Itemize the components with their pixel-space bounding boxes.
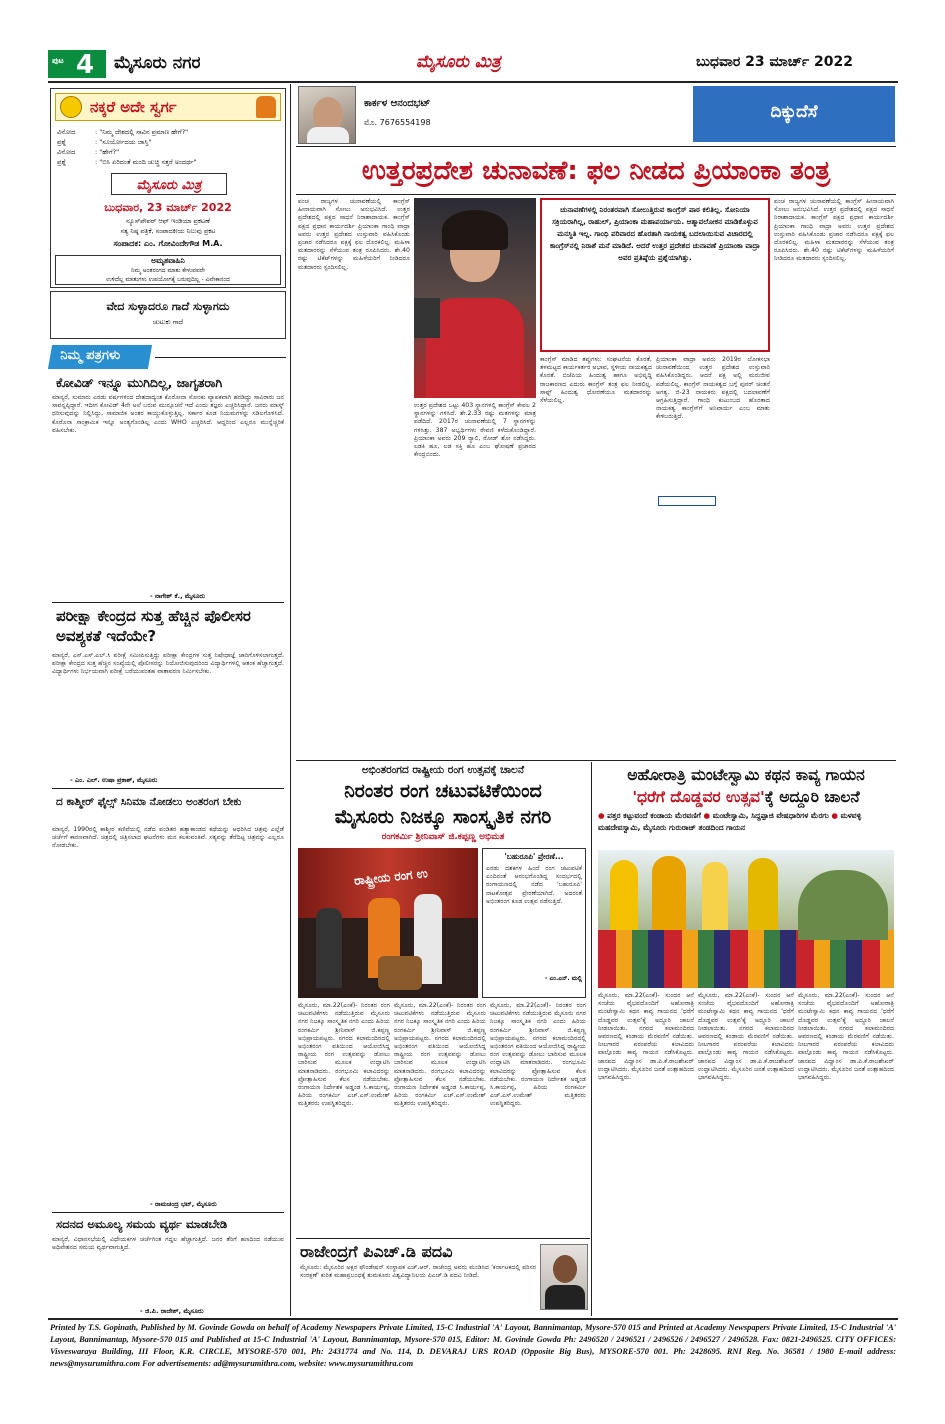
page-number-box bbox=[48, 50, 106, 78]
theatre-headline-1: ನಿರಂತರ ರಂಗ ಚಟುವಟಿಕೆಯಿಂದ bbox=[344, 780, 542, 802]
letter-2-title: ಪರೀಕ್ಷಾ ಕೇಂದ್ರದ ಸುತ್ತ ಹೆಚ್ಚಿನ ಪೊಲೀಸರ ಅವಶ್ಯಕತೆ ಇದೆಯೇ? bbox=[56, 607, 251, 645]
theatre-kicker: ಅಭಿಂತರಂಗದ ರಾಷ್ಟ್ರೀಯ ರಂಗ ಉತ್ಸವಕ್ಕೆ ಚಾಲನೆ bbox=[361, 764, 525, 776]
nakkare-logo-box: ಮೈಸೂರು ಮಿತ್ರ bbox=[111, 173, 227, 195]
left-column-rule bbox=[290, 84, 291, 1316]
amrutavahini-box bbox=[55, 255, 281, 285]
nakkare-row: ಪ್ರಶ್ನೆ : "ಬಿಸಿ ಏರಿದಂತೆ ಮಂದಿ ಚುಚ್ಚಿ ಸತ್ತರೆ ಅಂದರ್ಥ" bbox=[57, 158, 197, 166]
letter-4-sign: - ಜಿ.ಪಿ. ರಾಜೇಶ್, ಮೈಸೂರು bbox=[140, 1307, 204, 1315]
aharotri-body-3: ಮೈಸೂರು, ಮಾ.22(ಎಂಕೆ)- ಸುಂದರ ಆನೆ ಸಂಜೆಯ ವೈಭವದೊಂದಿಗೆ ಅಹೋರಾತ್ರಿ ಮಂಟೇಸ್ವಾಮಿ ಕಥನ ಕಾವ್ಯ ಗಾಯನದ 'ಧರೆಗೆ ದೊಡ್ಡವರ ಉತ್ಸವ'ಕ್ಕೆ ಅದ್ದೂರಿ ಚಾಲನೆ ನೀಡಲಾಯಿತು. ನಗರದ ಕಲಾಮಂದಿರದ ಆವರಣದಲ್ಲಿ ಕಂಡಾಯ ಮೆರವಣಿಗೆ ನಡೆಯಿತು. ನೀಲಗಾರರ ಪರಂಪರೆಯ ಕಲಾವಿದರು ಪಾಲ್ಗೊಂಡು ಕಾವ್ಯ ಗಾಯನ ನಡೆಸಿಕೊಟ್ಟರು. ಜಾನಪದ ವಿದ್ವಾಂಸ ಡಾ.ಪಿ.ಕೆ.ರಾಜಶೇಖರ್ ಉದ್ಘಾಟಿಸಿದರು. ಮೈಸೂರಿನ ಜನತೆ ಉತ್ಸಾಹದಿಂದ ಭಾಗವಹಿಸಿದ್ದರು. bbox=[798, 992, 894, 1082]
phd-body: ಮೈಸೂರು: ಮೈಸೂರಿನ ಅಕ್ಷರ ಫೌಂಡೇಷನ್ ಸಂಸ್ಥಾಪಕ ಎಚ್.ಆರ್. ರಾಜೇಂದ್ರ ಅವರು ಮಂಡಿಸಿದ 'ಕರ್ನಾಟಕದಲ್ಲಿ ಪರಿಸರ ಸಂರಕ್ಷಣೆ' ಕುರಿತ ಮಹಾಪ್ರಬಂಧಕ್ಕೆ ತುಮಕೂರು ವಿಶ್ವವಿದ್ಯಾನಿಲಯ ಪಿಎಚ್.ಡಿ ಪದವಿ ನೀಡಿದೆ. bbox=[300, 1264, 536, 1280]
letter-1-title: ಕೋವಿಡ್ ಇನ್ನೂ ಮುಗಿದಿಲ್ಲ, ಜಾಗೃತರಾಗಿ bbox=[56, 375, 223, 390]
letters-banner: ನಿಮ್ಮ ಪತ್ರಗಳು bbox=[48, 345, 152, 369]
theatre-photo bbox=[298, 848, 478, 998]
quote-text: ವೇದ ಸುಳ್ಳಾದರೂ ಗಾದೆ ಸುಳ್ಳಾಗದು bbox=[106, 300, 230, 313]
author-name: ಕಾರ್ಕಳ ಆನಂದಭಟ್ bbox=[364, 98, 431, 109]
bullet-icon: ● bbox=[598, 811, 605, 820]
nakkare-date: ಬುಧವಾರ, 23 ಮಾರ್ಚ್ 2022 bbox=[104, 201, 232, 214]
letter-2-sign: - ಎಂ. ಎಲ್. ಉಷಾ ಪ್ರಕಾಶ್, ಮೈಸೂರು bbox=[70, 776, 158, 784]
nakkare-note: ಸತ್ಯ ನಿಷ್ಠ ಪತ್ರಿಕೆ, ಸಂಪಾದಕೀಯ ನಿಲುವು ಪ್ರಕಟ bbox=[120, 227, 216, 235]
footer-rule bbox=[48, 1318, 898, 1320]
quote-author: ಚುಟುಕು ಗಾದೆ bbox=[152, 318, 184, 326]
article-body-4: ಪ್ರಿಯಾಂಕಾ ವಾದ್ರಾ ಅವರು 2019ರ ಲೋಕಸಭಾ ಚುನಾವಣೆಯಿಂದ ಉತ್ತರ ಪ್ರದೇಶದ ಉಸ್ತುವಾರಿ ವಹಿಸಿಕೊಂಡಿದ್ದರು. ಆದರೆ ಪಕ್ಷ ಅಲ್ಲಿ ಮರುಜೀವ ಪಡೆಯಲಿಲ್ಲ. ಕಾಂಗ್ರೆಸ್ ನಾಯಕತ್ವದ ಬಗ್ಗೆ ಪುನರ್ ಚಿಂತನೆ ಅಗತ್ಯ. ಜಿ-23 ನಾಯಕರು ಪಕ್ಷದಲ್ಲಿ ಬದಲಾವಣೆಗೆ ಆಗ್ರಹಿಸುತ್ತಿದ್ದಾರೆ. ಗಾಂಧಿ ಕುಟುಂಬದ ಹೊರತಾದ ನಾಯಕತ್ವ ಕಾಂಗ್ರೆಸ್‌ಗೆ ಅನಿವಾರ್ಯ ಎಂಬ ಮಾತು ಕೇಳಿಬರುತ್ತಿದೆ. bbox=[656, 356, 770, 421]
nakkare-row: ವಿನೋದ : "ಹೇಗೆ?" bbox=[57, 148, 120, 156]
letter-divider bbox=[52, 602, 284, 603]
letter-2-body: ಮಾನ್ಯರೆ, ಎಸ್.ಎಸ್.ಎಲ್.ಸಿ ಪರೀಕ್ಷೆ ಸಮೀಪಿಸುತ್ತಿದ್ದು ಪರೀಕ್ಷಾ ಕೇಂದ್ರಗಳ ಸುತ್ತ ನಿಷೇಧಾಜ್ಞೆ ಜಾರಿಗೊಳಿಸಲಾಗುತ್ತದೆ. ಪರೀಕ್ಷಾ ಕೇಂದ್ರದ ಸುತ್ತ ಹೆಚ್ಚಿನ ಸಂಖ್ಯೆಯಲ್ಲಿ ಪೊಲೀಸರನ್ನು ನಿಯೋಜಿಸುವುದರಿಂದ ವಿದ್ಯಾರ್ಥಿಗಳಲ್ಲಿ ಆತಂಕ ಹೆಚ್ಚಾಗುತ್ತದೆ. ವಿದ್ಯಾರ್ಥಿಗಳು ನಿರ್ಭಯವಾಗಿ ಪರೀಕ್ಷೆ ಬರೆಯುವಂತಹ ವಾತಾವರಣ ನಿರ್ಮಿಸಬೇಕು. bbox=[52, 652, 284, 676]
bullet-icon: ● bbox=[831, 811, 838, 820]
amrutavahini-line1: ನಿಮ್ಮ ಅಂತರಂಗದ ಮಾತು ಕೇಳುವವರೇ bbox=[131, 267, 205, 274]
page-word: ಪುಟ bbox=[52, 56, 64, 65]
aharotri-body-2: ಮೈಸೂರು, ಮಾ.22(ಎಂಕೆ)- ಸುಂದರ ಆನೆ ಸಂಜೆಯ ವೈಭವದೊಂದಿಗೆ ಅಹೋರಾತ್ರಿ ಮಂಟೇಸ್ವಾಮಿ ಕಥನ ಕಾವ್ಯ ಗಾಯನದ 'ಧರೆಗೆ ದೊಡ್ಡವರ ಉತ್ಸವ'ಕ್ಕೆ ಅದ್ದೂರಿ ಚಾಲನೆ ನೀಡಲಾಯಿತು. ನಗರದ ಕಲಾಮಂದಿರದ ಆವರಣದಲ್ಲಿ ಕಂಡಾಯ ಮೆರವಣಿಗೆ ನಡೆಯಿತು. ನೀಲಗಾರರ ಪರಂಪರೆಯ ಕಲಾವಿದರು ಪಾಲ್ಗೊಂಡು ಕಾವ್ಯ ಗಾಯನ ನಡೆಸಿಕೊಟ್ಟರು. ಜಾನಪದ ವಿದ್ವಾಂಸ ಡಾ.ಪಿ.ಕೆ.ರಾಜಶೇಖರ್ ಉದ್ಘಾಟಿಸಿದರು. ಮೈಸೂರಿನ ಜನತೆ ಉತ್ಸಾಹದಿಂದ ಭಾಗವಹಿಸಿದ್ದರು. bbox=[698, 992, 794, 1082]
aharotri-bullets: ● ಪತ್ತರ ಕಟ್ಟುವಂದೆ ಕಂಡಾಯ ಮೆರವಣಿಗೆ ● ಮಂಟೇಸ್ವಾಮಿ, ಸಿದ್ದಪ್ಪಾಜಿ ವೇಷಧಾರಿಗಳ ಮೆರಗು ● ಮಳವಳ್ಳಿ ಮಹದೇವಸ್ವಾಮಿ, ಮೈಸೂರು ಗುರುರಾಜ್ ತಂಡದಿಂದ ಗಾಯನ bbox=[598, 811, 862, 832]
priyanka-photo bbox=[414, 198, 536, 398]
footer-imprint: Printed by T.S. Gopinath, Published by M. Govinde Gowda on behalf of Academy Newspapers Private Limited, 15-C Industrial 'A' Layout, Bannimantap, Mysore-570 015 and Printed at Academy Newspapers Private Limited, 15-C Industrial 'A' Layout, Bannimantap, Mysore-570 015 and Published at 15-C Industrial 'A' Layout, Bannimantap, Mysore-570 015, Editor: M. Govinde Gowda Ph: 2496520 / 2496521 / 2496526 / 2496527 / 2496528. Fax: 0821-2496525. CITY OFFICES: Visveswaraya Building, III Floor, K.R. CIRCLE, MYSORE-570 001, Ph: 2431774 and No. 114, D. DEVARAJ URS ROAD (Opposite Big Bus), MYSORE-570 001. Ph: 2428695. RNI Reg. No. 36581 / 1980 E-mail address: news@mysurumithra.com For advertisements: ad@mysurumithra.com, website: www.mysurumithra.com bbox=[50, 1323, 896, 1368]
aharotri-photo bbox=[598, 850, 894, 988]
laughing-face-icon bbox=[60, 96, 82, 118]
theatre-body-1: ಮೈಸೂರು, ಮಾ.22(ಎಂಕೆ)- ನಿರಂತರ ರಂಗ ಚಟುವಟಿಕೆಗಳು ನಡೆಯುತ್ತಿರುವ ಮೈಸೂರು ನಗರ ನಿಜಕ್ಕೂ ಸಾಂಸ್ಕೃತಿಕ ನಗರಿ ಎಂದು ಹಿರಿಯ ರಂಗಕರ್ಮಿ ಶ್ರೀನಿವಾಸ್ ಜಿ.ಕಪ್ಪಣ್ಣ ಅಭಿಪ್ರಾಯಪಟ್ಟರು. ನಗರದ ಕಲಾಮಂದಿರದಲ್ಲಿ ಅಭಿಂತರಂಗ ವತಿಯಿಂದ ಆಯೋಜಿಸಿದ್ದ ರಾಷ್ಟ್ರೀಯ ರಂಗ ಉತ್ಸವವನ್ನು ಡೋಲು ಬಾರಿಸುವ ಮೂಲಕ ಉದ್ಘಾಟಿಸಿ ಮಾತನಾಡಿದರು. ರಂಗಭೂಮಿ ಕಲಾವಿದರನ್ನು ಪ್ರೋತ್ಸಾಹಿಸುವ ಕೆಲಸ ನಡೆಯಬೇಕು. ರಂಗಾಯಣ ನಿರ್ದೇಶಕ ಅಡ್ಡಂಡ ಸಿ.ಕಾರ್ಯಪ್ಪ, ಹಿರಿಯ ರಂಗಕರ್ಮಿ ಎಚ್.ಎಸ್.ಉಮೇಶ್ ಮತ್ತಿತರರು ಉಪಸ್ಥಿತರಿದ್ದರು. bbox=[298, 1002, 390, 1108]
theatre-sidebox: 'ಬಹುರೂಪಿ' ಪ್ರೇರಣೆ... ಎರಡು ದಶಕಗಳ ಹಿಂದೆ ರಂಗ ಚಟುವಟಿಕೆ ಎಂದಿನಂತೆ ಆರಂಭಗೊಂಡಿದ್ದ ಸಂದರ್ಭದಲ್ಲಿ ರಂಗಾಯಣದಲ್ಲಿ ನಡೆದ 'ಬಹುರೂಪಿ' ನಾಟಕೋತ್ಸವ ಪ್ರೇರಣೆಯಾಗಿದೆ. ಅದರಂತೆ ಅಭಿಂತರಂಗ ಕೂಡ ಉತ್ಸವ ನಡೆಸುತ್ತಿದೆ. - ಎಂ.ಎನ್. ಮಲ್ಲಿ bbox=[482, 848, 586, 998]
masthead-logo: ಮೈಸೂರು ಮಿತ್ರ bbox=[416, 52, 501, 72]
cartoon-icon bbox=[256, 96, 276, 118]
aharotri-headline-1: ಅಹೋರಾತ್ರಿ ಮಂಟೇಸ್ವಾಮಿ ಕಥನ ಕಾವ್ಯ ಗಾಯನ bbox=[627, 766, 865, 784]
letter-3-body: ಮಾನ್ಯರೆ, 1990ರಲ್ಲಿ ಕಾಶ್ಮೀರ ಕಣಿವೆಯಲ್ಲಿ ನಡೆದ ಪಂಡಿತರ ಹತ್ಯಾಕಾಂಡದ ಕಥೆಯನ್ನು ಆಧರಿಸಿದ ಚಿತ್ರವು ಎಲ್ಲೆಡೆ ಚರ್ಚೆಗೆ ಕಾರಣವಾಗಿದೆ. ಚಿತ್ರದಲ್ಲಿ ಚಿತ್ರಿಸಲಾದ ಘಟನೆಗಳು ಮನ ಕಲಕುವಂತಿವೆ. ಸತ್ಯವನ್ನು ತೆರೆದಿಟ್ಟ ಚಿತ್ರವನ್ನು ಎಲ್ಲರೂ ನೋಡಬೇಕು. bbox=[52, 826, 284, 850]
headline-rule-bottom bbox=[296, 194, 896, 195]
letter-3-title: ದ ಕಾಶ್ಮೀರ್ ಫೈಲ್ಸ್ ಸಿನಿಮಾ ನೋಡಲು ಅಂತರಂಗ ಬೇಕು bbox=[56, 796, 242, 808]
article-body-3: ಕಾಂಗ್ರೆಸ್ ಮಾಡಿದ ತಪ್ಪುಗಳು: ಸಂಘಟನೆಯ ಕೊರತೆ, ತಳಮಟ್ಟದ ಕಾರ್ಯಕರ್ತರ ಅಭಾವ, ಸ್ಥಳೀಯ ನಾಯಕತ್ವದ ಕೊರತೆ. ಬಿಜೆಪಿಯ ಹಿಂದುತ್ವ ಹಾಗೂ ಅಭಿವೃದ್ಧಿ ರಾಜಕಾರಣದ ಎದುರು ಕಾಂಗ್ರೆಸ್ ತಂತ್ರ ಫಲ ನೀಡಲಿಲ್ಲ. ಸಾಫ್ಟ್ ಹಿಂದುತ್ವ ಧೋರಣೆಯೂ ಮತದಾರರನ್ನು ಸೆಳೆಯಲಿಲ್ಲ. bbox=[540, 356, 652, 405]
headline-rule-top bbox=[296, 146, 896, 147]
article-body-1: ಪಂಚ ರಾಜ್ಯಗಳ ಚುನಾವಣೆಯಲ್ಲಿ ಕಾಂಗ್ರೆಸ್ ಹೀನಾಯವಾಗಿ ಸೋಲು ಅನುಭವಿಸಿದೆ. ಉತ್ತರ ಪ್ರದೇಶದಲ್ಲಿ ಪಕ್ಷದ ಸಾಧನೆ ನಿರಾಶಾದಾಯಕ. ಕಾಂಗ್ರೆಸ್ ಪಕ್ಷದ ಪ್ರಧಾನ ಕಾರ್ಯದರ್ಶಿ ಪ್ರಿಯಾಂಕಾ ಗಾಂಧಿ ವಾದ್ರಾ ಅವರು ಉತ್ತರ ಪ್ರದೇಶದ ಉಸ್ತುವಾರಿ ವಹಿಸಿಕೊಂಡು ಪ್ರಚಾರ ನಡೆಸಿದರೂ ಪಕ್ಷಕ್ಕೆ ಫಲ ದೊರಕಲಿಲ್ಲ. ಮಹಿಳಾ ಮತದಾರರನ್ನು ಸೆಳೆಯುವ ತಂತ್ರ ರೂಪಿಸಿದರು. ಶೇ.40 ರಷ್ಟು ಟಿಕೆಟ್‌ಗಳನ್ನು ಮಹಿಳೆಯರಿಗೆ ನೀಡಿದರೂ ಮತದಾರರು ಸ್ಪಂದಿಸಲಿಲ್ಲ. bbox=[298, 198, 410, 271]
pull-quote: ಚುನಾವಣೆಗಳಲ್ಲಿ ನಿರಂತರವಾಗಿ ಸೋಲುತ್ತಿರುವ ಕಾಂಗ್ರೆಸ್ ಪಾಠ ಕಲಿತಿಲ್ಲ. ಸೋನಿಯಾ ಸಕ್ರಿಯರಾಗಿಲ್ಲ, ರಾಹುಲ್, ಪ್ರಿಯಾಂಕಾ ಮಹಾಪರ್ಯಾಯ. ಆತ್ಮಾವಲೋಕನ ಮಾಡಿಕೊಳ್ಳುವ ಮನಸ್ಥಿತಿ ಇಲ್ಲ. ಗಾಂಧಿ ಪರಿವಾರದ ಹೊರತಾಗಿ ನಾಯಕತ್ವ ಬದಲಾಯಿಸುವ ವಿಚಾರದಲ್ಲಿ ಕಾಂಗ್ರೆಸ್‌ನಲ್ಲಿ ನಿರಾಶೆ ಮನೆ ಮಾಡಿದೆ. ಆದರೆ ಉತ್ತರ ಪ್ರದೇಶದ ಚುನಾವಣೆ ಪ್ರಿಯಾಂಕಾ ವಾದ್ರಾ ಅವರ ಪ್ರತಿಷ್ಠೆಯ ಪ್ರಶ್ನೆಯಾಗಿತ್ತು. bbox=[540, 198, 770, 352]
masthead-date: ಬುಧವಾರ 23 ಮಾರ್ಚ್ 2022 bbox=[696, 54, 853, 70]
article-body-5: ಪಂಚ ರಾಜ್ಯಗಳ ಚುನಾವಣೆಯಲ್ಲಿ ಕಾಂಗ್ರೆಸ್ ಹೀನಾಯವಾಗಿ ಸೋಲು ಅನುಭವಿಸಿದೆ. ಉತ್ತರ ಪ್ರದೇಶದಲ್ಲಿ ಪಕ್ಷದ ಸಾಧನೆ ನಿರಾಶಾದಾಯಕ. ಕಾಂಗ್ರೆಸ್ ಪಕ್ಷದ ಪ್ರಧಾನ ಕಾರ್ಯದರ್ಶಿ ಪ್ರಿಯಾಂಕಾ ಗಾಂಧಿ ವಾದ್ರಾ ಅವರು ಉತ್ತರ ಪ್ರದೇಶದ ಉಸ್ತುವಾರಿ ವಹಿಸಿಕೊಂಡು ಪ್ರಚಾರ ನಡೆಸಿದರೂ ಪಕ್ಷಕ್ಕೆ ಫಲ ದೊರಕಲಿಲ್ಲ. ಮಹಿಳಾ ಮತದಾರರನ್ನು ಸೆಳೆಯುವ ತಂತ್ರ ರೂಪಿಸಿದರು. ಶೇ.40 ರಷ್ಟು ಟಿಕೆಟ್‌ಗಳನ್ನು ಮಹಿಳೆಯರಿಗೆ ನೀಡಿದರೂ ಮತದಾರರು ಸ್ಪಂದಿಸಲಿಲ್ಲ. bbox=[774, 198, 894, 263]
article-body-2: ಉತ್ತರ ಪ್ರದೇಶದ ಒಟ್ಟು 403 ಸ್ಥಾನಗಳಲ್ಲಿ ಕಾಂಗ್ರೆಸ್ ಕೇವಲ 2 ಸ್ಥಾನಗಳನ್ನು ಗಳಿಸಿದೆ. ಶೇ.2.33 ರಷ್ಟು ಮತಗಳನ್ನು ಮಾತ್ರ ಪಡೆದಿದೆ. 2017ರ ಚುನಾವಣೆಯಲ್ಲಿ 7 ಸ್ಥಾನಗಳನ್ನು ಗಳಿಸಿತ್ತು. 387 ಅಭ್ಯರ್ಥಿಗಳು ಠೇವಣಿ ಕಳೆದುಕೊಂಡಿದ್ದಾರೆ. ಪ್ರಿಯಾಂಕಾ ಅವರು 209 ರ್‍ಯಾಲಿ, ರೋಡ್ ಶೋ ನಡೆಸಿದ್ದರು. ಲಡಕಿ ಹೂ, ಲಡ ಸಕ್ತಿ ಹೂ ಎಂಬ ಘೋಷಣೆ ಪ್ರಚಾರದ ಕೇಂದ್ರಬಿಂದು. bbox=[414, 402, 536, 459]
masthead bbox=[48, 48, 898, 80]
theatre-body-2: ಮೈಸೂರು, ಮಾ.22(ಎಂಕೆ)- ನಿರಂತರ ರಂಗ ಚಟುವಟಿಕೆಗಳು ನಡೆಯುತ್ತಿರುವ ಮೈಸೂರು ನಗರ ನಿಜಕ್ಕೂ ಸಾಂಸ್ಕೃತಿಕ ನಗರಿ ಎಂದು ಹಿರಿಯ ರಂಗಕರ್ಮಿ ಶ್ರೀನಿವಾಸ್ ಜಿ.ಕಪ್ಪಣ್ಣ ಅಭಿಪ್ರಾಯಪಟ್ಟರು. ನಗರದ ಕಲಾಮಂದಿರದಲ್ಲಿ ಅಭಿಂತರಂಗ ವತಿಯಿಂದ ಆಯೋಜಿಸಿದ್ದ ರಾಷ್ಟ್ರೀಯ ರಂಗ ಉತ್ಸವವನ್ನು ಡೋಲು ಬಾರಿಸುವ ಮೂಲಕ ಉದ್ಘಾಟಿಸಿ ಮಾತನಾಡಿದರು. ರಂಗಭೂಮಿ ಕಲಾವಿದರನ್ನು ಪ್ರೋತ್ಸಾಹಿಸುವ ಕೆಲಸ ನಡೆಯಬೇಕು. ರಂಗಾಯಣ ನಿರ್ದೇಶಕ ಅಡ್ಡಂಡ ಸಿ.ಕಾರ್ಯಪ್ಪ, ಹಿರಿಯ ರಂಗಕರ್ಮಿ ಎಚ್.ಎಸ್.ಉಮೇಶ್ ಮತ್ತಿತರರು ಉಪಸ್ಥಿತರಿದ್ದರು. bbox=[394, 1002, 486, 1108]
letter-4-body: ಮಾನ್ಯರೆ, ವಿಧಾನಸಭೆಯಲ್ಲಿ ವಿಧೇಯಕಗಳ ಚರ್ಚೆಗಿಂತ ಗದ್ದಲ ಹೆಚ್ಚಾಗುತ್ತಿದೆ. ಜನರ ತೆರಿಗೆ ಹಣದಿಂದ ನಡೆಯುವ ಅಧಿವೇಶನದ ಸಮಯ ವ್ಯರ್ಥವಾಗುತ್ತಿದೆ. bbox=[52, 1236, 284, 1252]
nakkare-title: ನಕ್ಕರೆ ಅದೇ ಸ್ವರ್ಗ bbox=[90, 98, 177, 116]
letter-divider bbox=[52, 1212, 284, 1213]
nakkare-row: ಪ್ರಶ್ನೆ : "ಸೂರ್ಯೋದಯ ಜಾಸ್ತಿ" bbox=[57, 138, 152, 146]
aharotri-headline-2: 'ಧರೆಗೆ ದೊಡ್ಡವರ ಉತ್ಸವ'ಕ್ಕೆ ಅದ್ದೂರಿ ಚಾಲನೆ bbox=[632, 788, 860, 806]
nakkare-title-bar bbox=[55, 93, 281, 121]
aharotri-body-1: ಮೈಸೂರು, ಮಾ.22(ಎಂಕೆ)- ಸುಂದರ ಆನೆ ಸಂಜೆಯ ವೈಭವದೊಂದಿಗೆ ಅಹೋರಾತ್ರಿ ಮಂಟೇಸ್ವಾಮಿ ಕಥನ ಕಾವ್ಯ ಗಾಯನದ 'ಧರೆಗೆ ದೊಡ್ಡವರ ಉತ್ಸವ'ಕ್ಕೆ ಅದ್ದೂರಿ ಚಾಲನೆ ನೀಡಲಾಯಿತು. ನಗರದ ಕಲಾಮಂದಿರದ ಆವರಣದಲ್ಲಿ ಕಂಡಾಯ ಮೆರವಣಿಗೆ ನಡೆಯಿತು. ನೀಲಗಾರರ ಪರಂಪರೆಯ ಕಲಾವಿದರು ಪಾಲ್ಗೊಂಡು ಕಾವ್ಯ ಗಾಯನ ನಡೆಸಿಕೊಟ್ಟರು. ಜಾನಪದ ವಿದ್ವಾಂಸ ಡಾ.ಪಿ.ಕೆ.ರಾಜಶೇಖರ್ ಉದ್ಘಾಟಿಸಿದರು. ಮೈಸೂರಿನ ಜನತೆ ಉತ್ಸಾಹದಿಂದ ಭಾಗವಹಿಸಿದ್ದರು. bbox=[598, 992, 694, 1082]
main-headline: ಉತ್ತರಪ್ರದೇಶ ಚುನಾವಣೆ: ಫಲ ನೀಡದ ಪ್ರಿಯಾಂಕಾ ತಂತ್ರ bbox=[361, 156, 831, 186]
letter-1-body: ಮಾನ್ಯರೆ, ಸುಮಾರು ಎರಡು ವರ್ಷಗಳಿಂದ ದೇಶದಾದ್ಯಂತ ಕೊರೋನಾ ಸೋಂಕು ವ್ಯಾಪಕವಾಗಿ ಹರಡಿದ್ದು ಸಾವಿರಾರು ಜನ ಸಾವನ್ನಪ್ಪಿದ್ದಾರೆ. ಇದೀಗ ಕೋವಿಡ್ 4ನೇ ಅಲೆ ಬರುವ ಮುನ್ಸೂಚನೆ ಇದೆ ಎಂದು ತಜ್ಞರು ಎಚ್ಚರಿಸಿದ್ದಾರೆ. ಜನರು ಮಾಸ್ಕ್ ಧರಿಸುವುದನ್ನು ನಿಲ್ಲಿಸಿದ್ದು, ಸಾಮಾಜಿಕ ಅಂತರ ಕಾಯ್ದುಕೊಳ್ಳುತ್ತಿಲ್ಲ. ಸರ್ಕಾರ ಕೂಡ ನಿಯಮಗಳನ್ನು ಸಡಿಲಗೊಳಿಸಿದೆ. ಕೊರೊನಾ ಸಾಂಕ್ರಾಮಿಕ ಇನ್ನೂ ಅಂತ್ಯಗೊಂಡಿಲ್ಲ ಎಂದು WHO ಎಚ್ಚರಿಸಿದೆ. ಆದ್ದರಿಂದ ಎಲ್ಲರೂ ಮುನ್ನೆಚ್ಚರಿಕೆ ವಹಿಸಬೇಕು. bbox=[52, 394, 284, 434]
phd-photo bbox=[540, 1244, 588, 1310]
letter-divider bbox=[52, 788, 284, 789]
nakkare-editor: ಸಂಪಾದಕ: ಎಂ. ಗೋವಿಂದೇಗೌಡ M.A. bbox=[113, 239, 223, 248]
masthead-rule bbox=[48, 81, 898, 83]
theatre-byline: ರಂಗಕರ್ಮಿ ಶ್ರೀನಿವಾಸ್ ಜಿ.ಕಪ್ಪಣ್ಣ ಅಭಿಮತ bbox=[381, 832, 505, 842]
phd-headline: ರಾಜೇಂದ್ರಗೆ ಪಿಎಚ್.ಡಿ ಪದವಿ bbox=[300, 1242, 453, 1261]
quote-box bbox=[50, 291, 286, 339]
phd-rule bbox=[296, 1238, 590, 1239]
theatre-headline-2: ಮೈಸೂರು ನಿಜಕ್ಕೂ ಸಾಂಸ್ಕೃತಿಕ ನಗರಿ bbox=[334, 806, 552, 828]
section-name: ಮೈಸೂರು ನಗರ bbox=[114, 53, 201, 73]
letter-3-sign: - ರಾಮಚಂದ್ರ ಭಟ್, ಮೈಸೂರು bbox=[150, 1200, 217, 1208]
letter-4-title: ಸದನದ ಅಮೂಲ್ಯ ಸಮಯ ವ್ಯರ್ಥ ಮಾಡಬೇಡಿ bbox=[56, 1217, 228, 1231]
amrutavahini-line2: ಉಳಿದೆಲ್ಲ ಮಾತುಗಳು ಉಪಯೋಗಕ್ಕೆ ಬರುವುದಿಲ್ಲ - ವಿವೇಕಾನಂದ bbox=[106, 276, 230, 283]
nakkare-row: ವಿನೋದ : "ನಿಮ್ಮ ದೇಶದಲ್ಲಿ ಸಾವಿನ ಪ್ರಮಾಣ ಹೇಗೆ?" bbox=[57, 128, 189, 136]
bullet-icon: ● bbox=[703, 811, 711, 820]
theatre-photo-banner: ರಾಷ್ಟ್ರೀಯ ರಂಗ ಉ bbox=[353, 866, 429, 888]
letters-rule bbox=[155, 357, 286, 358]
theatre-body-3: ಮೈಸೂರು, ಮಾ.22(ಎಂಕೆ)- ನಿರಂತರ ರಂಗ ಚಟುವಟಿಕೆಗಳು ನಡೆಯುತ್ತಿರುವ ಮೈಸೂರು ನಗರ ನಿಜಕ್ಕೂ ಸಾಂಸ್ಕೃತಿಕ ನಗರಿ ಎಂದು ಹಿರಿಯ ರಂಗಕರ್ಮಿ ಶ್ರೀನಿವಾಸ್ ಜಿ.ಕಪ್ಪಣ್ಣ ಅಭಿಪ್ರಾಯಪಟ್ಟರು. ನಗರದ ಕಲಾಮಂದಿರದಲ್ಲಿ ಅಭಿಂತರಂಗ ವತಿಯಿಂದ ಆಯೋಜಿಸಿದ್ದ ರಾಷ್ಟ್ರೀಯ ರಂಗ ಉತ್ಸವವನ್ನು ಡೋಲು ಬಾರಿಸುವ ಮೂಲಕ ಉದ್ಘಾಟಿಸಿ ಮಾತನಾಡಿದರು. ರಂಗಭೂಮಿ ಕಲಾವಿದರನ್ನು ಪ್ರೋತ್ಸಾಹಿಸುವ ಕೆಲಸ ನಡೆಯಬೇಕು. ರಂಗಾಯಣ ನಿರ್ದೇಶಕ ಅಡ್ಡಂಡ ಸಿ.ಕಾರ್ಯಪ್ಪ, ಹಿರಿಯ ರಂಗಕರ್ಮಿ ಎಚ್.ಎಸ್.ಉಮೇಶ್ ಮತ್ತಿತರರು ಉಪಸ್ಥಿತರಿದ್ದರು. bbox=[490, 1002, 586, 1108]
nakkare-box bbox=[50, 88, 286, 288]
page-number: 4 bbox=[76, 50, 95, 80]
article-bottom-rule bbox=[296, 760, 896, 761]
author-photo bbox=[298, 86, 356, 144]
nakkare-rows bbox=[57, 127, 281, 167]
column-banner: ದಿಕ್ಕುದೆಸೆ bbox=[693, 86, 895, 142]
nakkare-tagline: ನ್ಯೂಸ್‌ಪೇಪರ್ ಆಫ್ ಇಂಡಿಯಾ ಪ್ರಕಟಣೆ bbox=[126, 217, 210, 225]
author-phone: ಮೊ. 7676554198 bbox=[364, 118, 431, 127]
mid-column-rule bbox=[591, 762, 592, 1316]
amrutavahini-title: ಅಮೃತವಾಹಿನಿ bbox=[151, 256, 185, 265]
letter-1-sign: - ನಾಗೇಶ್ ಕೆ., ಮೈಸೂರು bbox=[150, 592, 206, 600]
